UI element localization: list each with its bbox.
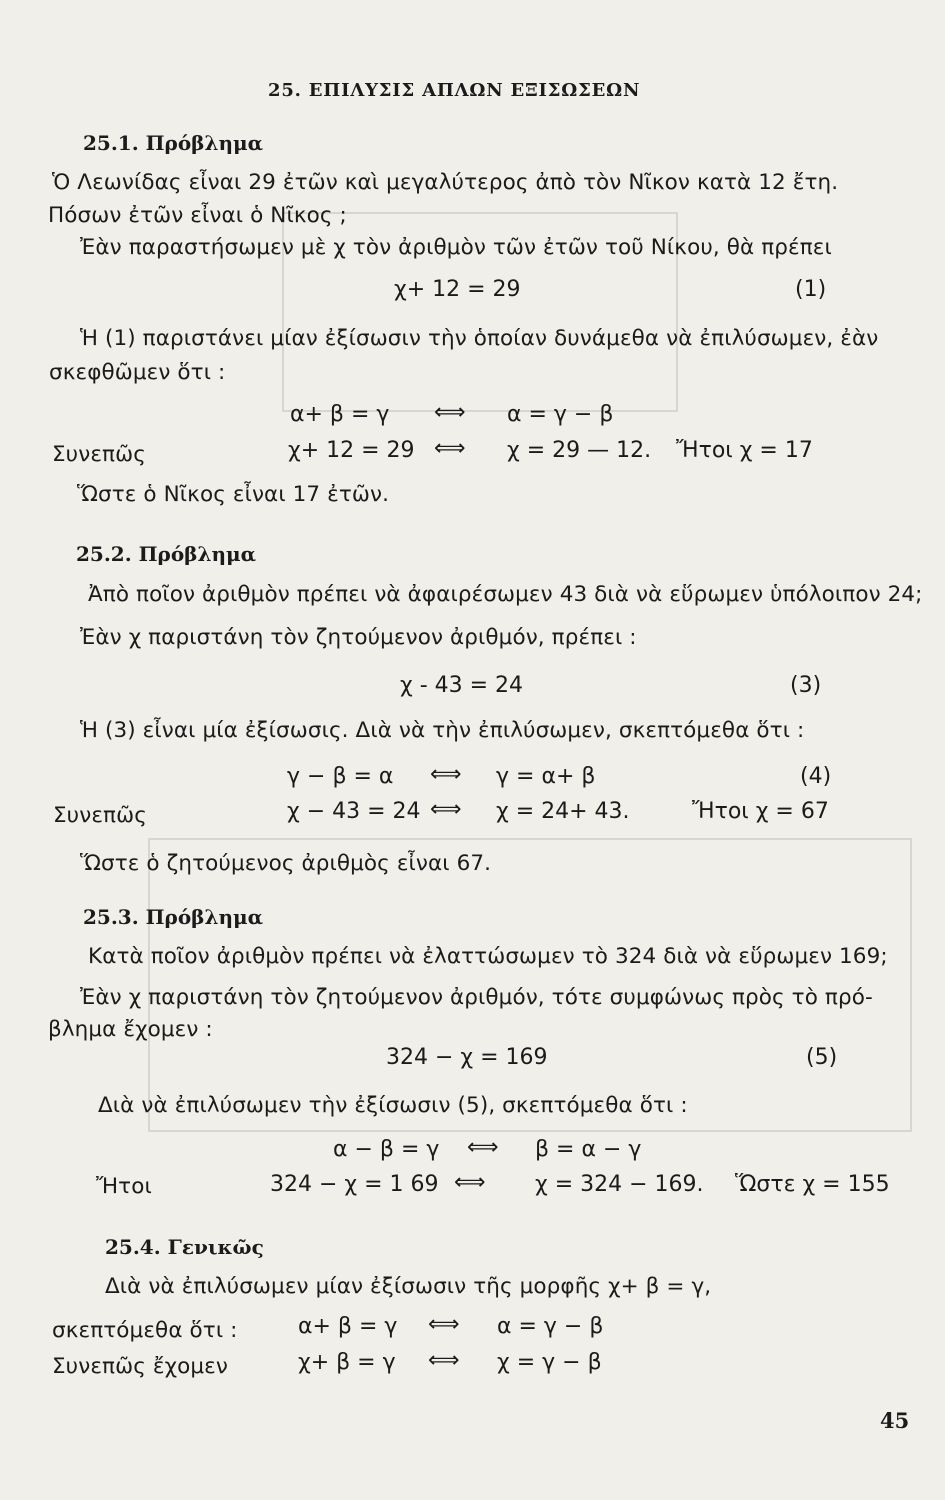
equivalence-arrow: ⟺ (434, 400, 466, 425)
text-line: Διὰ νὰ ἐπιλύσωμεν μίαν ἐξίσωσιν τῆς μορφῆς χ+ β = γ, (105, 1274, 712, 1299)
equivalence-arrow: ⟺ (428, 1348, 460, 1373)
equation: χ+ 12 = 29 (394, 277, 521, 302)
text-line: Κατὰ ποῖον ἀριθμὸν πρέπει νὰ ἐλαττώσωμεν τὸ 324 διὰ νὰ εὕρωμεν 169; (88, 944, 888, 969)
text-line: Ἐὰν χ παριστάνη τὸν ζητούμενον ἀριθμόν, πρέπει : (80, 625, 637, 650)
text-line: Ἐὰν παραστήσωμεν μὲ χ τὸν ἀριθμὸν τῶν ἐτῶν τοῦ Νίκου, θὰ πρέπει (80, 235, 832, 260)
text-line: σκεφθῶμεν ὅτι : (49, 360, 226, 385)
step-right: χ = 324 − 169. (535, 1172, 704, 1197)
rule-right: α = γ − β (507, 402, 614, 427)
problem-heading: 25.1. Πρόβλημα (83, 131, 264, 155)
label-synepos-exomen: Συνεπῶς ἔχομεν (52, 1354, 228, 1379)
text-line: Ἀπὸ ποῖον ἀριθμὸν πρέπει νὰ ἀφαιρέσωμεν 43 διὰ νὰ εὕρωμεν ὑπόλοιπον 24; (88, 582, 923, 607)
step-left: χ+ 12 = 29 (288, 438, 415, 463)
step-right: χ = 29 — 12. (507, 438, 652, 463)
section-title: 25. ΕΠΙΛΥΣΙΣ ΑΠΛΩΝ ΕΞΙΣΩΣΕΩΝ (268, 80, 641, 101)
label-synepos: Συνεπῶς (53, 803, 147, 828)
rule-left: α+ β = γ (290, 402, 390, 427)
equation-number: (5) (806, 1045, 838, 1070)
conclusion: Ὥστε ὁ Νῖκος εἶναι 17 ἐτῶν. (77, 482, 390, 507)
rule-right: γ = α+ β (496, 764, 596, 789)
rule-right: α = γ − β (497, 1314, 604, 1339)
label-htoi: Ἤτοι (96, 1174, 152, 1199)
text-line: Πόσων ἐτῶν εἶναι ὁ Νῖκος ; (48, 203, 347, 228)
equivalence-arrow: ⟺ (430, 797, 462, 822)
rule-right: β = α − γ (535, 1137, 642, 1162)
general-left: χ+ β = γ (298, 1350, 396, 1375)
text-line: βλημα ἔχομεν : (48, 1017, 213, 1042)
text-line: Διὰ νὰ ἐπιλύσωμεν τὴν ἐξίσωσιν (5), σκεπτόμεθα ὅτι : (98, 1093, 688, 1118)
page-number: 45 (880, 1408, 910, 1433)
equation: χ - 43 = 24 (400, 673, 524, 698)
equation-number: (3) (790, 673, 822, 698)
text-line: Ὁ Λεωνίδας εἶναι 29 ἐτῶν καὶ μεγαλύτερος ἀπὸ τὸν Νῖκον κατὰ 12 ἔτη. (52, 170, 839, 195)
label-skeptomethα: σκεπτόμεθα ὅτι : (52, 1318, 238, 1343)
general-right: χ = γ − β (497, 1350, 602, 1375)
equivalence-arrow: ⟺ (428, 1312, 460, 1337)
step-left: χ − 43 = 24 (287, 799, 421, 824)
equation-number: (1) (795, 277, 827, 302)
text-line: Ἐὰν χ παριστάνη τὸν ζητούμενον ἀριθμόν, τότε συμφώνως πρὸς τὸ πρό- (80, 985, 873, 1010)
label-synepos: Συνεπῶς (52, 442, 146, 467)
equivalence-arrow: ⟺ (454, 1170, 486, 1195)
equation-number: (4) (800, 764, 832, 789)
equivalence-arrow: ⟺ (467, 1135, 499, 1160)
result: Ἤτοι χ = 67 (692, 799, 829, 824)
result: Ἤτοι χ = 17 (676, 438, 813, 463)
rule-left: α+ β = γ (298, 1314, 398, 1339)
equivalence-arrow: ⟺ (434, 436, 466, 461)
result: Ὥστε χ = 155 (735, 1172, 890, 1197)
problem-heading: 25.3. Πρόβλημα (83, 905, 264, 929)
problem-heading: 25.2. Πρόβλημα (76, 542, 257, 566)
conclusion: Ὥστε ὁ ζητούμενος ἀριθμὸς εἶναι 67. (80, 851, 492, 876)
section-heading: 25.4. Γενικῶς (105, 1235, 264, 1259)
text-line: Ἡ (3) εἶναι μία ἐξίσωσις. Διὰ νὰ τὴν ἐπιλύσωμεν, σκεπτόμεθα ὅτι : (80, 718, 805, 743)
rule-left: γ − β = α (287, 764, 394, 789)
equation: 324 − χ = 169 (386, 1045, 548, 1070)
step-left: 324 − χ = 1 69 (270, 1172, 439, 1197)
step-right: χ = 24+ 43. (496, 799, 630, 824)
text-line: Ἡ (1) παριστάνει μίαν ἐξίσωσιν τὴν ὁποίαν δυνάμεθα νὰ ἐπιλύσωμεν, ἐὰν (80, 326, 879, 351)
equivalence-arrow: ⟺ (430, 762, 462, 787)
rule-left: α − β = γ (333, 1137, 440, 1162)
